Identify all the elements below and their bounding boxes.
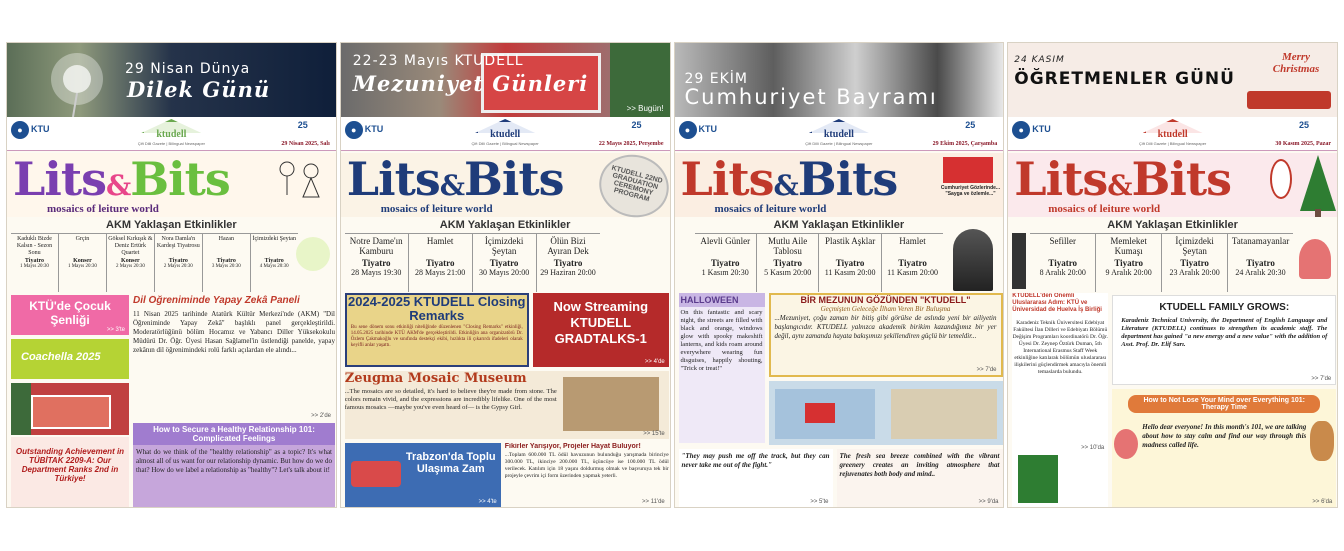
banner-more: >> Bugün! <box>626 104 664 113</box>
banner-graduation <box>341 43 670 117</box>
issue-header <box>1008 117 1337 151</box>
show-item: Hamlet Tiyatro 11 Kasım 20:00 <box>887 236 938 277</box>
show-item: Plastik Aşklar Tiyatro 11 Kasım 20:00 <box>819 234 881 292</box>
photos-strip <box>769 381 1003 445</box>
banner-title: Mezuniyet Günleri <box>352 71 589 96</box>
akm-title: AKM Yaklaşan Etkinlikler <box>1107 219 1238 231</box>
masthead-title: Lits&Bits <box>680 152 898 206</box>
kids-drawing-icon <box>269 159 329 209</box>
flag-photo <box>775 389 875 439</box>
anniversary-logo-icon: 25 <box>631 120 642 130</box>
quote-one[interactable]: "They may push me off the track, but they can never take me out of the fight." >> 5'te <box>679 449 833 507</box>
anniversary-logo-icon: 25 <box>1298 120 1309 130</box>
show-item: Nora Damla'n Kardeşi Tiyatrosu Tiyatro 2 Mayıs 20:30 <box>155 234 203 292</box>
masthead-subtitle: mosaics of leiture world <box>714 203 827 215</box>
akm-show-list <box>695 233 944 292</box>
quote-two[interactable]: The fresh sea breeze combined with the vibrant greenery creates an inviting atmosphere that rejuvenates both body and mind.. >> 9'da <box>837 449 1003 507</box>
issue-may <box>340 42 671 508</box>
gifts-icon <box>1018 455 1058 503</box>
achievement-box[interactable]: Outstanding Achievement in TÜBİTAK 2209-A: Our Department Ranks 2nd in Türkiye! <box>11 437 129 507</box>
banner-date: 29 EKİM <box>684 71 748 87</box>
newsletter-strip <box>6 42 1338 508</box>
ktu-logo-icon: ● <box>679 121 697 139</box>
masthead-subtitle: mosaics of leiture world <box>1048 203 1161 215</box>
issue-header <box>341 117 670 151</box>
banner-wish-day <box>7 43 336 117</box>
ktu-label: KTU <box>1032 124 1051 134</box>
green-box[interactable]: Coachella 2025 <box>11 339 129 379</box>
masthead <box>1008 153 1337 217</box>
closing-remarks[interactable]: 2024-2025 KTUDELL Closing Remarks Bu sene dönem sonu etkinliği niteliğinde düzenlenen "Closing Remarks" etkinliği, 14.05.2025 tarihinde KTÜ AKM'de gerçekleştirildi. Etkinliğin ana organizatörü Dr. Özlem Çakmakoğlu ve sınıfında destekçi ekibi, hızlıkta ili çıkarırdı ifadeleri olarak keyifli anlar yaşattı. <box>345 293 529 367</box>
banner-title: Dilek Günü <box>127 77 271 102</box>
show-item: Tatanamayanlar Tiyatro 24 Aralık 20:30 <box>1231 236 1290 277</box>
ktu-label: KTU <box>698 124 717 134</box>
akm-events <box>675 219 1004 295</box>
ktudell-logo: ktudell Çift Dilli Gazete | Bilingual Newspaper <box>465 119 545 147</box>
anitkabir-photo <box>891 389 997 439</box>
masthead-title: Lits&Bits <box>13 152 230 206</box>
issue-header <box>675 117 1004 151</box>
ataturk-figure-icon <box>953 229 993 291</box>
bus-fare-box[interactable]: Trabzon'da Toplu Ulaşıma Zam >> 4'te <box>345 443 501 507</box>
family-article[interactable]: KTUDELL FAMILY GROWS: Karadeniz Technical University, the Department of English Language and Literature (KTUDELL) continues to strengthen its academic staff. The department has gained "a new energy and a new value" with the addition of Asst. Prof. Dr. Elif Sarı. >> 7'de <box>1112 295 1336 385</box>
masthead-subtitle: mosaics of leiture world <box>380 203 493 215</box>
show-item: Sefiller Tiyatro 8 Aralık 20:00 <box>1030 234 1096 292</box>
show-item: İçimizdeki Şeytan Tiyatro 4 Mayıs 20:30 <box>252 236 296 269</box>
relationship-article[interactable]: How to Secure a Healthy Relationship 101: Complicated Feelings What do we think of the "healthy relationship" as a topic? It's what almost all of us want for our relationship dynamic. But how do we do that? How do we label a relationship as "healthy"? Let's talk about it! <box>133 423 335 507</box>
ornament-icon <box>1114 429 1138 459</box>
show-item: Göksel Kırkışık & Deniz Ertürk Quartet Konser 2 Mayıs 20:30 <box>107 234 155 292</box>
show-item: Ölün Bizi Ayıran Dek Tiyatro 29 Haziran 20:00 <box>540 236 596 277</box>
show-item: Hazan Tiyatro 3 Mayıs 20:30 <box>203 234 251 292</box>
mosaic-image <box>563 377 659 431</box>
campus-photo <box>11 383 129 435</box>
show-item: Notre Dame'ın Kamburu Tiyatro 28 Mayıs 19:30 <box>345 234 409 292</box>
snowman-icon <box>1270 159 1292 199</box>
bus-icon <box>351 461 401 487</box>
banner-date: 22-23 Mayıs KTUDELL <box>352 53 524 69</box>
ktudell-sub: Çift Dilli Gazete | Bilingual Newspaper <box>137 141 206 146</box>
masthead-title: Lits&Bits <box>1014 152 1231 206</box>
issue-date: 29 Nisan 2025, Salı <box>281 141 330 147</box>
gradtalks-box[interactable]: Now Streaming KTUDELL GRADTALKS-1 >> 4'de <box>533 293 669 367</box>
gingerbread-icon <box>1310 421 1334 461</box>
akm-events <box>1008 219 1337 295</box>
masthead-title: Lits&Bits <box>346 152 564 206</box>
flag-caption: Cumhuriyet Gözlerinde... "Sayga ve özlemle..." <box>940 185 1001 197</box>
banner-teachers-day <box>1008 43 1337 117</box>
issue-header <box>7 117 336 151</box>
ktudell-name: ktudell <box>156 129 187 140</box>
akm-show-list <box>345 233 600 292</box>
show-item: Hamlet Tiyatro 28 Mayıs 21:00 <box>409 234 473 292</box>
contest-article[interactable]: Fikirler Yarışıyor, Projeler Hayat Buluyor! ...Toplam 600.000 TL ödül havuzunun bulunduğu yarışmada birinciye 300.000 TL, ikinciye 200.000 TL, üçüncüye ise 100.000 TL ödül verilecek. Katılım için 18 yaşını doldurmuş olmak ve başvuruya tek bir projeyle çevrim içi form üzerinden yapmak yeterli. >> 11'de <box>504 443 669 505</box>
issue-november <box>1007 42 1338 508</box>
pink-box[interactable]: KTÜ'de Çocuk Şenliği >> 3'te <box>11 295 129 335</box>
issue-april <box>6 42 337 508</box>
show-item: Alevli Günler Tiyatro 1 Kasım 20:30 <box>695 234 757 292</box>
santa-icon <box>1299 239 1331 279</box>
issue-date: 22 Mayıs 2025, Perşembe <box>598 141 664 147</box>
show-item: Mutlu Aile Tablosu Tiyatro 5 Kasım 20:00 <box>757 234 819 292</box>
issue-date: 30 Kasım 2025, Pazar <box>1275 141 1331 147</box>
issue-october <box>674 42 1005 508</box>
show-item: Grçin Konser 1 Mayıs 20:30 <box>59 234 107 292</box>
akm-show-list <box>1030 233 1293 292</box>
masthead <box>675 153 1004 217</box>
ktudell-logo: ktudell Çift Dilli Gazete | Bilingual Newspaper <box>1133 119 1213 147</box>
show-item: İçimizdeki Şeytan Tiyatro 23 Aralık 20:00 <box>1162 234 1228 292</box>
akm-title: AKM Yaklaşan Etkinlikler <box>106 219 237 231</box>
anniversary-logo-icon: 25 <box>965 120 976 130</box>
show-item: Memleket Kumaşı Tiyatro 9 Aralık 20:00 <box>1096 234 1162 292</box>
zeugma-article[interactable]: Zeugma Mosaic Museum ...The mosaics are so detailed, it's hard to believe they're made from stone. The colors remain vivid, and the expressions are incredibly lifelike. One of the most famous mosaics —maybe you've even heard of— is the Gypsy Girl. >> 15'te <box>345 371 669 439</box>
anniversary-logo-icon: 25 <box>297 120 308 130</box>
akm-title: AKM Yaklaşan Etkinlikler <box>439 219 571 231</box>
banner-date: 24 KASIM <box>1014 55 1065 65</box>
lamp-post-icon <box>1012 233 1026 289</box>
ktudell-logo: ktudell Çift Dilli Gazete | Bilingual Newspaper <box>799 119 879 147</box>
graduate-article[interactable]: BİR MEZUNUN GÖZÜNDEN "KTUDELL" Geçmişten Geleceğe İlham Veren Bir Buluşma ...Mezuniyet, çoğu zaman bir bitiş gibi görülse de aslında yeni bir ailiyetin başlangıcıdır. KTUDELL yalnızca akademik birikim kazandığımız bir yer değil, aynı zamanda hayata bakışımızı şekillendiren güçlü bir temeldir... >> 7'de <box>769 293 1003 377</box>
banner-title: Cumhuriyet Bayramı <box>684 85 938 109</box>
issue-date: 29 Ekim 2025, Çarşamba <box>932 141 998 147</box>
halloween-article[interactable]: HALLOWEEN On this fantastic and scary night, the streets are filled with black and orange, windows glow with spooky makeshift lanterns, and kids roam around everywhere wearing fun disguises, happily shouting, "Trick or treat!" <box>679 293 765 443</box>
ktu-logo-icon: ● <box>1012 121 1030 139</box>
akm-title: AKM Yaklaşan Etkinlikler <box>773 219 905 231</box>
turkey-map-icon <box>943 157 993 183</box>
train-icon <box>1247 91 1331 109</box>
akm-show-list <box>11 233 298 292</box>
show-item: İçimizdeki Şeytan Tiyatro 30 Mayıs 20:00 <box>473 234 537 292</box>
banner-republic <box>675 43 1004 117</box>
masthead-subtitle: mosaics of leiture world <box>47 203 159 215</box>
masthead <box>7 153 336 217</box>
banner-title: ÖĞRETMENLER GÜNÜ <box>1014 69 1235 89</box>
ktu-logo-icon: ● <box>345 121 363 139</box>
ktu-label: KTU <box>31 124 50 134</box>
masthead <box>341 153 670 217</box>
ai-panel-article[interactable]: Dil Öğreniminde Yapay Zekâ Paneli 11 Nisan 2025 tarihinde Atatürk Kültür Merkezi'nde (AKM) "Dil Öğreniminde Yapay Zekâ" başlıklı panel gerçekleştirildi. Moderatörlüğünü bölüm Hocamız ve Yabancı Diller Yüksekokulu Müdürü Dr. Öğr. Üyesi Hasan Sağlamel'in üstlendiği panelde, yapay zekânın dil öğrenimindeki rolü farklı açılardan ele alındı... >> 2'de <box>133 295 335 419</box>
merry-christmas-label: Merry Christmas <box>1272 51 1320 75</box>
ktu-label: KTU <box>364 124 384 134</box>
dandelion-icon <box>7 43 117 117</box>
erasmus-article[interactable]: KTUDELL'den Önemli Uluslararası Adım: KTÜ ve Üniversidad de Huelva İş Birliği Karadeniz Teknik Üniversitesi Edebiyat Fakültesi İlan Dilleri ve Edebiyatı Bölümü Değişim Programları koordinatörü Dr. Öğr. Üyesi Dr. Zeynep Öztürk Duman, 5th International Erasmus Staff Week etkinliğine katılarak bölümün uluslararası ilişkilerini güçlendirmek amacıyla önemli temaslarda bulundu. >> 10'da <box>1012 293 1108 507</box>
ktudell-logo <box>131 119 211 147</box>
banner-date: 29 Nisan Dünya <box>125 61 251 77</box>
show-item: Kaduklı Bizde Kalsın - Sezon Sonu Tiyatro 1 Mayıs 20:30 <box>11 234 59 292</box>
akm-events <box>341 219 670 295</box>
graduation-badge[interactable]: KTUDELL 22ND GRADUATION CEREMONY PROGRAM <box>592 147 671 225</box>
christmas-tree-icon <box>1298 153 1338 217</box>
therapy-article[interactable]: How to Not Lose Your Mind over Everything 101: Therapy Time Hello dear everyone! In this month's 101, we are talking about how to stay calm and find our way through this madness called life. >> 6'da <box>1112 389 1336 507</box>
sticker-icon <box>296 237 330 271</box>
akm-events <box>7 219 336 295</box>
ktu-logo-icon: ● <box>11 121 29 139</box>
